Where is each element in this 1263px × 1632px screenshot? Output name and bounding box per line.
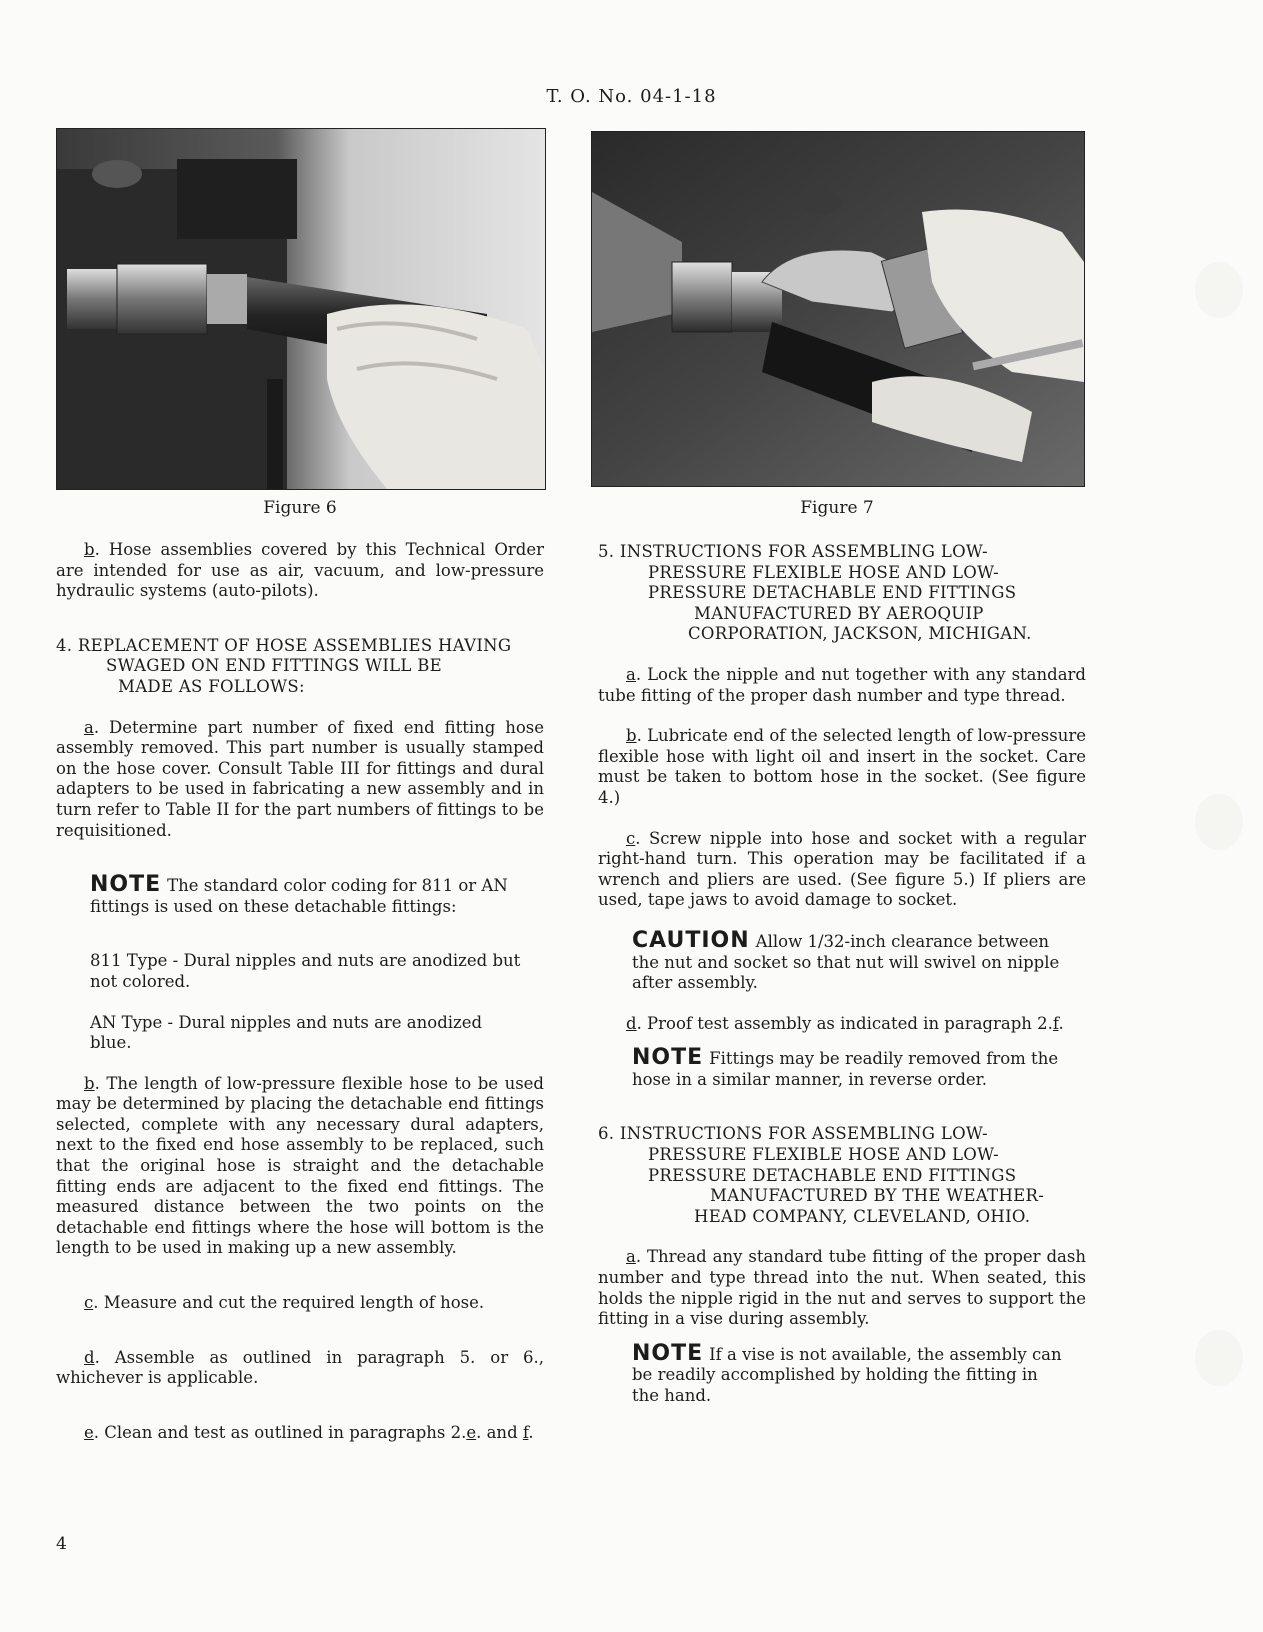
figure-6-caption: Figure 6 xyxy=(263,498,337,518)
figure-7-caption: Figure 7 xyxy=(800,498,874,518)
paragraph-5b: b. Lubricate end of the selected length of low-pressure flexible hose with light oil and insert in the socket. Care must be taken to bottom hose in the socket. (See figure 4.) xyxy=(598,726,1086,807)
paragraph-4e: e. Clean and test as outlined in paragraphs 2.e. and f. xyxy=(84,1422,534,1442)
note-label: NOTE xyxy=(632,1340,704,1366)
paragraph-6a: a. Thread any standard tube fitting of the proper dash number and type thread into the nut. When seated, this holds the nipple rigid in the nut and serves to support the fitting in a vise during assembly. xyxy=(598,1247,1086,1329)
paragraph-5a: a. Lock the nipple and nut together with any standard tube fitting of the proper dash number and type thread. xyxy=(598,664,1086,705)
paragraph-4c: c. Measure and cut the required length of hose. xyxy=(84,1293,485,1313)
figure-6-photo xyxy=(56,128,546,490)
section-4-heading: 4. REPLACEMENT OF HOSE ASSEMBLIES HAVING SWAGED ON END FITTINGS WILL BE MADE AS FOLLOWS: xyxy=(56,635,512,696)
binder-hole-middle xyxy=(1195,794,1243,850)
binder-hole-bottom xyxy=(1195,1330,1243,1386)
paragraph-5c: c. Screw nipple into hose and socket with a regular right-hand turn. This operation may be facilitated if a wrench and pliers are used. (See figure 5.) If pliers are used, tape jaws to avoid damage to socket. xyxy=(598,828,1086,910)
paragraph-3b: b. Hose assemblies covered by this Technical Order are intended for use as air, vacuum, and low-pressure hydraulic systems (auto-pilots). xyxy=(56,540,544,601)
caution-clearance: CAUTION Allow 1/32-inch clearance between the nut and socket so that nut will swivel on nipple after assembly. xyxy=(632,927,1060,993)
section-5-heading: 5. INSTRUCTIONS FOR ASSEMBLING LOW- PRESSURE FLEXIBLE HOSE AND LOW- PRESSURE DETACHABLE END FITTINGS MANUFACTURED BY AEROQUIP CORPORATION, JACKSON, MICHIGAN. xyxy=(598,542,1032,644)
note-vise: NOTE If a vise is not available, the assembly can be readily accomplished by holding the fitting in the hand. xyxy=(632,1340,1062,1405)
paragraph-4d: d. Assemble as outlined in paragraph 5. or 6., whichever is applicable. xyxy=(56,1347,544,1388)
document-header: T. O. No. 04-1-18 xyxy=(546,86,717,107)
note-label: NOTE xyxy=(632,1045,704,1071)
paragraph-4b: b. The length of low-pressure flexible hose to be used may be determined by placing the detachable end fittings selected, complete with any necessary dural adapters, next to the fixed end hose assembly to be replaced, such that the original hose is straight and the detachable fitting ends are adjacent to the fixed end fittings. The measured distance between the two points on the detachable end fittings where the hose will bottom is the length to be used in making up a new assembly. xyxy=(56,1073,544,1258)
figure-7-photo xyxy=(591,131,1085,487)
binder-hole-top xyxy=(1195,262,1243,318)
left-column xyxy=(56,540,544,1443)
caution-label: CAUTION xyxy=(632,927,750,953)
section-6-heading: 6. INSTRUCTIONS FOR ASSEMBLING LOW- PRESSURE FLEXIBLE HOSE AND LOW- PRESSURE DETACHABLE END FITTINGS MANUFACTURED BY THE WEATHER- HEAD COMPANY, CLEVELAND, OHIO. xyxy=(598,1124,1045,1226)
note-color-coding: NOTE The standard color coding for 811 or AN fittings is used on these detachable fittings: 811 Type - Dural nipples and nuts are anodized but not colored. AN Type - Dural nipples and nuts are anodized blue. xyxy=(90,872,521,1053)
paragraph-4a: a. Determine part number of fixed end fitting hose assembly removed. This part number is usually stamped on the hose cover. Consult Table III for fittings and dural adapters to be used in fabricating a new assembly and in turn refer to Table II for the part numbers of fittings to be requisitioned. xyxy=(56,717,544,840)
note-removal: NOTE Fittings may be readily removed from the hose in a similar manner, in reverse order. xyxy=(632,1045,1059,1089)
page-number: 4 xyxy=(56,1534,67,1554)
paragraph-5d: d. Proof test assembly as indicated in paragraph 2.f. xyxy=(626,1013,1064,1033)
note-label: NOTE xyxy=(90,872,162,898)
right-column xyxy=(598,542,1086,1407)
